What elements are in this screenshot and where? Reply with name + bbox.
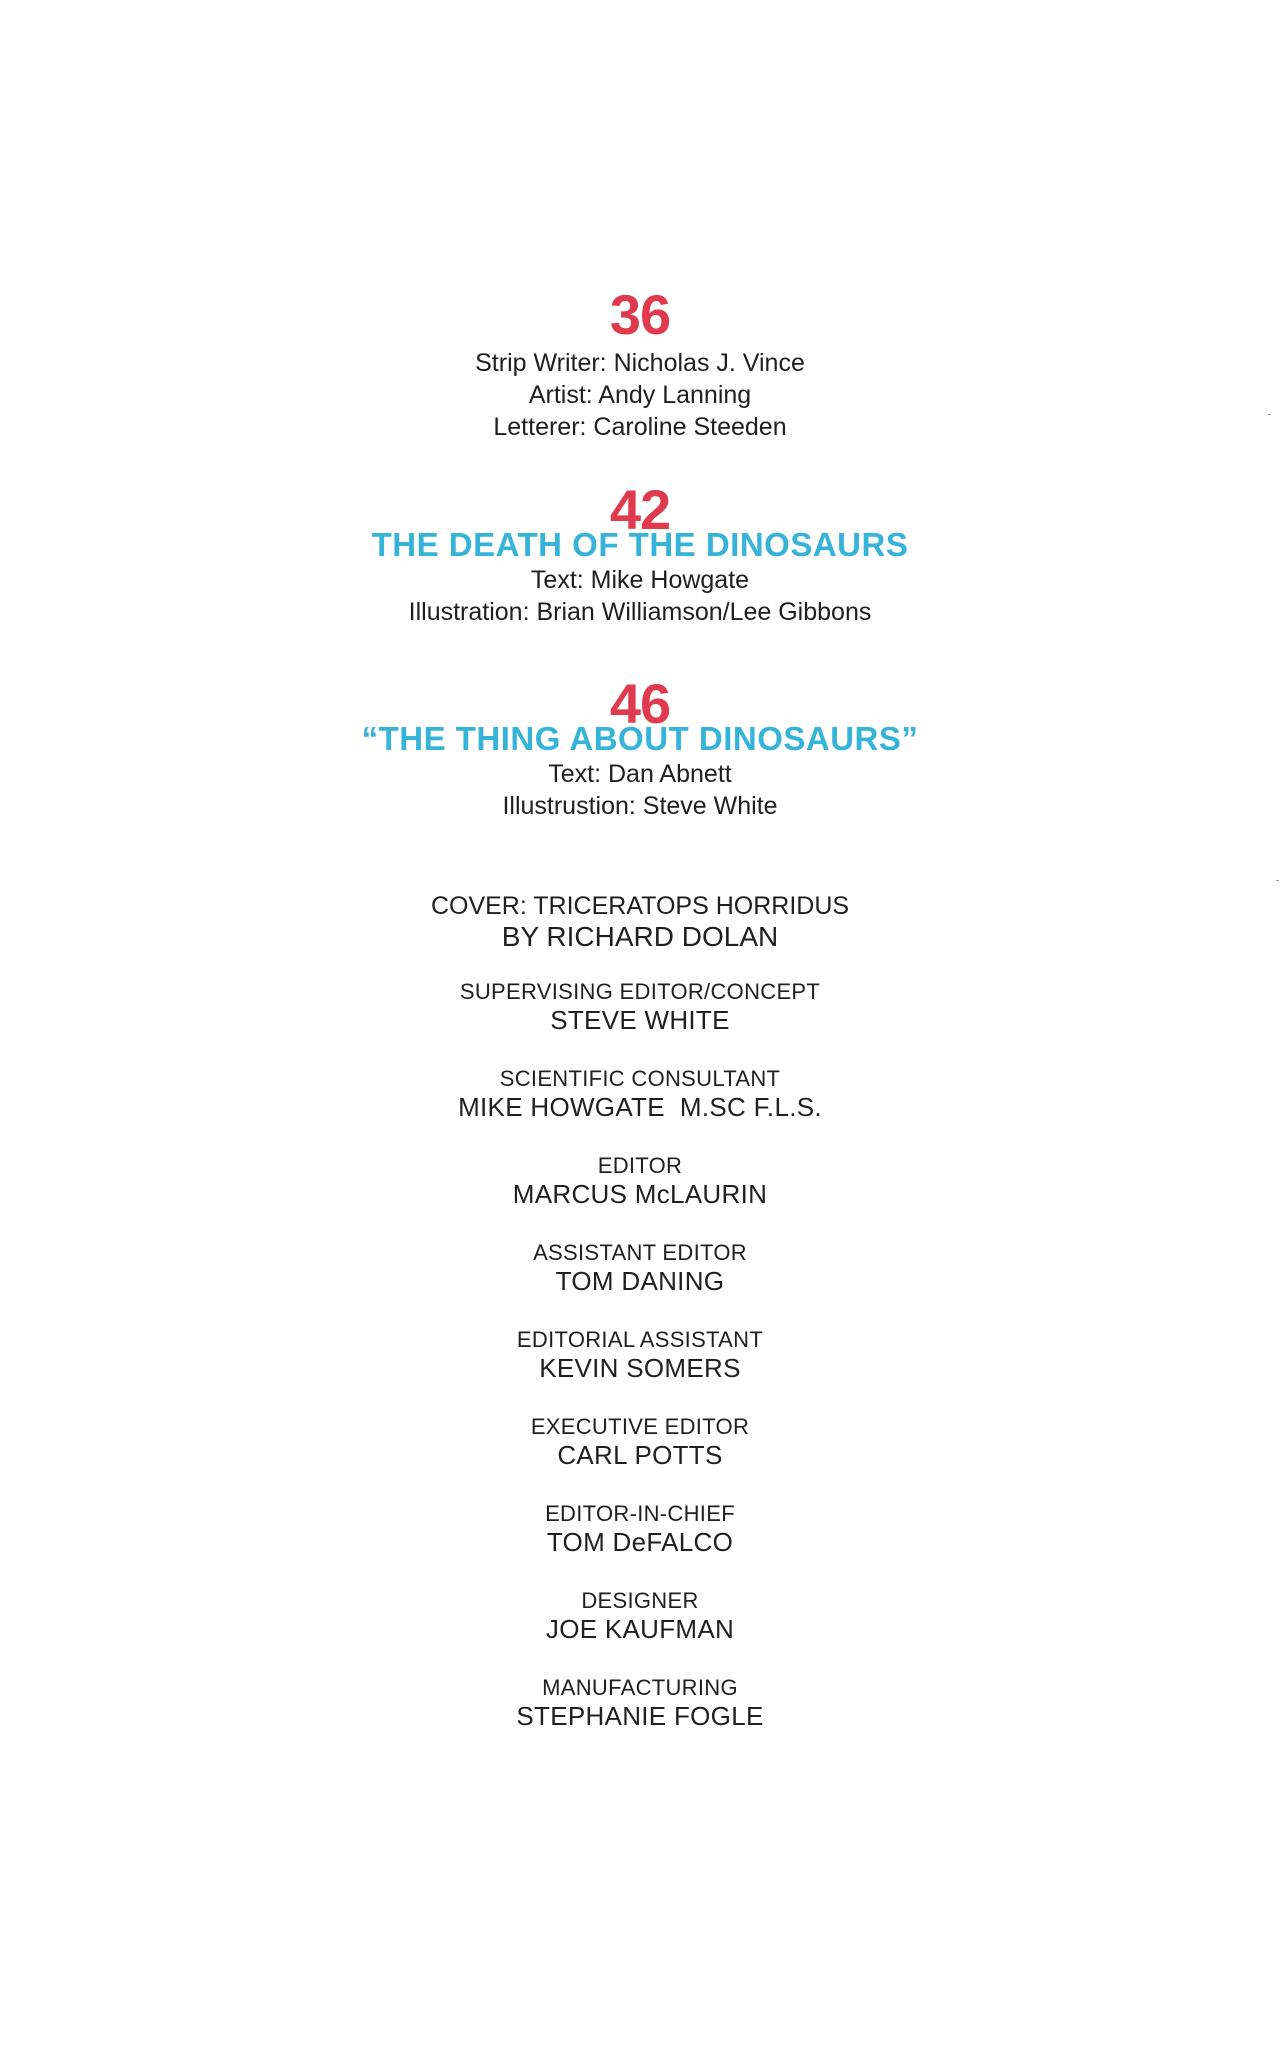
credit-line: Strip Writer: Nicholas J. Vince [475, 349, 805, 377]
staff-role: ASSISTANT EDITOR [533, 1240, 747, 1265]
article-title: “THE THING ABOUT DINOSAURS” [361, 720, 919, 757]
staff-executive-editor [0, 1414, 1280, 1470]
page-number: 42 [609, 478, 671, 541]
scan-speck [1268, 414, 1271, 415]
credit-line: Text: Mike Howgate [530, 566, 750, 594]
staff-designer [0, 1588, 1280, 1644]
credit-line: Illustration: Brian Williamson/Lee Gibbons [408, 598, 872, 626]
staff-name: TOM DeFALCO [546, 1527, 734, 1557]
credit-line: Letterer: Caroline Steeden [493, 413, 787, 441]
staff-name: CARL POTTS [557, 1440, 723, 1470]
cover-artist: BY RICHARD DOLAN [501, 921, 779, 952]
staff-editorial-assistant [0, 1327, 1280, 1383]
staff-editor-in-chief [0, 1501, 1280, 1557]
entry-36 [0, 283, 1280, 443]
staff-name: MARCUS McLAURIN [512, 1179, 768, 1209]
staff-assistant-editor [0, 1240, 1280, 1296]
staff-role: EXECUTIVE EDITOR [530, 1414, 750, 1439]
staff-manufacturing [0, 1675, 1280, 1731]
staff-role: EDITOR-IN-CHIEF [545, 1501, 735, 1526]
staff-role: EDITOR [597, 1153, 683, 1178]
staff-name: KEVIN SOMERS [539, 1353, 741, 1383]
staff-name: STEPHANIE FOGLE [516, 1701, 764, 1731]
staff-editor [0, 1153, 1280, 1209]
credit-line: Artist: Andy Lanning [528, 381, 752, 409]
staff-name: JOE KAUFMAN [545, 1614, 735, 1644]
credit-line: Text: Dan Abnett [548, 760, 732, 788]
entry-46 [0, 672, 1280, 822]
entry-42 [0, 478, 1280, 628]
scan-speck [1276, 880, 1279, 881]
cover-credit [0, 891, 1280, 953]
staff-name: TOM DANING [555, 1266, 725, 1296]
credit-line: Illustrustion: Steve White [502, 792, 778, 820]
staff-role: MANUFACTURING [542, 1675, 738, 1700]
staff-name: MIKE HOWGATE M.SC F.L.S. [458, 1092, 822, 1122]
staff-role: SCIENTIFIC CONSULTANT [499, 1066, 781, 1091]
staff-role: SUPERVISING EDITOR/CONCEPT [459, 979, 821, 1004]
page-number: 36 [609, 283, 671, 346]
staff-scientific-consultant [0, 1066, 1280, 1122]
staff-supervising-editor [0, 979, 1280, 1035]
staff-role: EDITORIAL ASSISTANT [516, 1327, 764, 1352]
page-number: 46 [609, 672, 671, 735]
article-title: THE DEATH OF THE DINOSAURS [371, 526, 909, 563]
cover-title: COVER: TRICERATOPS HORRIDUS [430, 892, 850, 920]
staff-name: STEVE WHITE [550, 1005, 730, 1035]
staff-role: DESIGNER [581, 1588, 699, 1613]
